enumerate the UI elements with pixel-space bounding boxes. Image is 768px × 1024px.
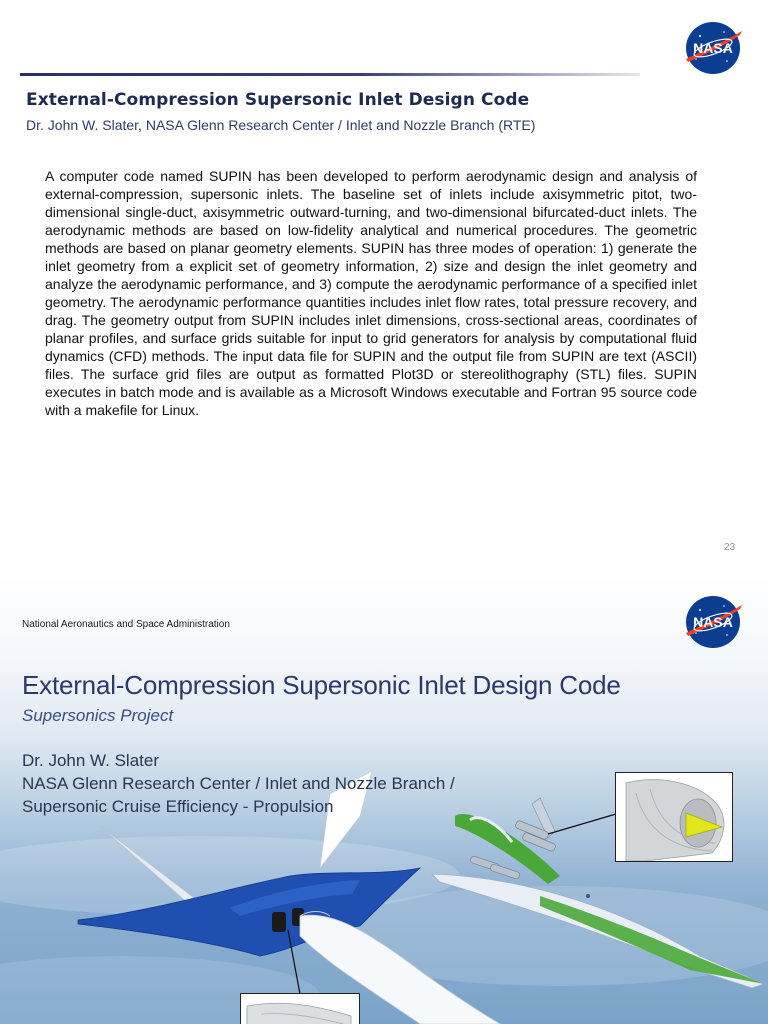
inlet-closeup-inset	[615, 772, 733, 862]
header-rule	[20, 73, 640, 76]
svg-text:NASA: NASA	[693, 40, 733, 56]
inlet-closeup-inset-2	[240, 993, 360, 1024]
abstract-text: A computer code named SUPIN has been developed to perform aerodynamic design and analysis of external-compression, supersonic inlets. The baseline set of inlets include axisymmetric pitot, two-dimensional single-duct, axisymmetric outward-turning, and two-dimensional bifurcated-duct inlets. The aerodynamic methods are based on low-fidelity analytical and numerical procedures. The geometric methods are based on planar geometry elements. SUPIN has three modes of operation: 1) generate the inlet geometry from a explicit set of geometry information, 2) size and design the inlet geometry and analyze the aerodynamic performance, and 3) compute the aerodynamic performance of a specified inlet geometry. The aerodynamic performance quantities includes inlet flow rates, total pressure recovery, and drag. The geometry output from SUPIN includes inlet dimensions, cross-sectional areas, coordinates of planar profiles, and surface grids suitable for input to grid generators for analysis by computational fluid dynamics (CFD) methods. The input data file for SUPIN and the output file from SUPIN are text (ASCII) files. The surface grid files are output as formatted Plot3D or stereolithography (STL) files. SUPIN executes in batch mode and is available as a Microsoft Windows executable and Fortran 95 source code with a makefile for Linux.	[45, 168, 697, 418]
svg-text:NASA: NASA	[693, 614, 733, 630]
nasa-logo	[680, 21, 746, 75]
slide-subtitle: Dr. John W. Slater, NASA Glenn Research Center / Inlet and Nozzle Branch (RTE)	[26, 117, 536, 133]
author-block	[22, 749, 455, 818]
slide-title: External-Compression Supersonic Inlet Design Code	[26, 90, 530, 110]
author-line: Dr. John W. Slater	[22, 751, 159, 770]
callout-line-top	[548, 814, 616, 834]
project-name: Supersonics Project	[22, 706, 174, 725]
nasa-logo	[680, 595, 746, 649]
page-number: 23	[724, 542, 736, 553]
author-line: NASA Glenn Research Center / Inlet and Nozzle Branch /	[22, 774, 455, 793]
slide-bottom	[0, 576, 768, 1024]
agency-name: National Aeronautics and Space Administration	[22, 619, 230, 630]
slide-title: External-Compression Supersonic Inlet Design Code	[22, 670, 621, 700]
author-line: Supersonic Cruise Efficiency - Propulsion	[22, 797, 334, 816]
